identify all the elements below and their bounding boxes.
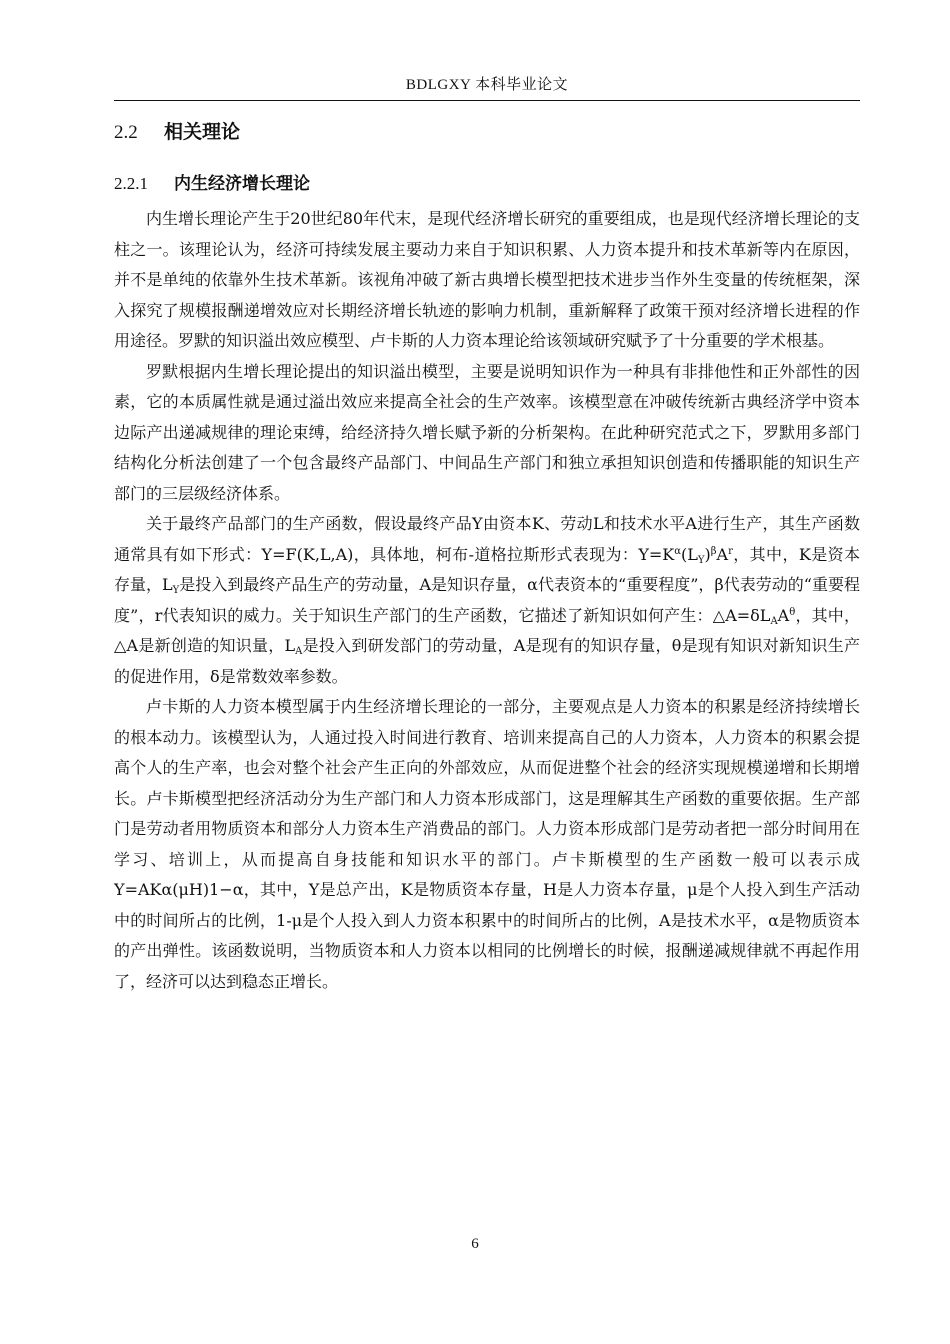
p3-text-1: 关于最终产品部门的生产函数，假设最终产品Y由资本K、劳动L和技术水平A进行生产，其生产函数通常具有如下形式：Y=F(K,L,A)，具体地，柯布-道格拉斯形式表现为：Y=K [114,514,860,564]
p3-text-6: 是投入到最终产品生产的劳动量，A是知识存量，α代表资本的“重要程度”，β代表劳动的“重要程度”，r代表知识的威力。关于知识生产部门的生产函数，它描述了新知识如何产生：△A=δL [114,575,860,625]
page-body [114,112,860,997]
paragraph-2: 罗默根据内生增长理论提出的知识溢出模型，主要是说明知识作为一种具有非排他性和正外部性的因素，它的本质属性就是通过溢出效应来提高全社会的生产效率。该模型意在冲破传统新古典经济学中资本边际产出递减规律的理论束缚，给经济持久增长赋予新的分析架构。在此种研究范式之下，罗默用多部门结构化分析法创建了一个包含最终产品部门、中间品生产部门和独立承担知识创造和传播职能的知识生产部门的三层级经济体系。 [114,361,860,503]
page-number: 6 [471,1236,479,1252]
p3-text-9: 是投入到研发部门的劳动量，A是现有的知识存量，θ是现有知识对新知识生产的促进作用，δ是常数效率参数。 [114,636,860,686]
section-heading [114,112,860,152]
p3-sup-theta: θ [789,606,796,618]
header-rule [114,100,860,101]
p3-text-3: ) [704,544,711,564]
p3-text-4: A [716,544,729,564]
p3-text-7: A [777,605,790,625]
section-title: 相关理论 [164,121,241,143]
p3-sub-y: Y [697,554,705,566]
p3-sup-alpha: α [674,545,682,557]
subsection-heading [114,164,860,204]
subsection-title: 内生经济增长理论 [174,174,310,194]
p3-sub-y-2: Y [172,585,180,596]
paragraph-4: 卢卡斯的人力资本模型属于内生经济增长理论的一部分，主要观点是人力资本的积累是经济持续增长的根本动力。该模型认为，人通过投入时间进行教育、培训来提高自己的人力资本，人力资本的积累会提高个人的生产率，也会对整个社会产生正向的外部效应，从而促进整个社会的经济实现规模递增和长期增长。卢卡斯模型把经济活动分为生产部门和人力资本形成部门，这是理解其生产函数的重要依据。生产部门是劳动者用物质资本和部分人力资本生产消费品的部门。人力资本形成部门是劳动者把一部分时间用在学习、培训上，从而提高自身技能和知识水平的部门。卢卡斯模型的生产函数一般可以表示成Y=AKα(μH)1−α，其中，Y是总产出，K是物质资本存量，H是人力资本存量，μ是个人投入到生产活动中的时间所占的比例，1-μ是个人投入到人力资本积累中的时间所占的比例，A是技术水平，α是物质资本的产出弹性。该函数说明，当物质资本和人力资本以相同的比例增长的时候，报酬递减规律就不再起作用了，经济可以达到稳态正增长。 [114,697,860,991]
p3-text-2: (L [681,544,698,564]
p3-text-5: ，其中，K是资本存量，L [114,544,860,594]
paragraph-1: 内生增长理论产生于20世纪80年代末，是现代经济增长研究的重要组成，也是现代经济增长理论的支柱之一。该理论认为，经济可持续发展主要动力来自于知识积累、人力资本提升和技术革新等内在原因，并不是单纯的依靠外生技术革新。该视角冲破了新古典增长模型把技术进步当作外生变量的传统框架，深入探究了规模报酬递增效应对长期经济增长轨迹的影响力机制，重新解释了政策干预对经济增长进程的作用途径。罗默的知识溢出效应模型、卢卡斯的人力资本理论给该领域研究赋予了十分重要的学术根基。 [114,209,860,350]
p3-sub-a: A [770,615,778,627]
p3-sub-a-2: A [295,646,303,657]
paragraph-3 [114,509,860,692]
p3-text-8: ，其中，△A是新创造的知识量，L [114,605,860,655]
p3-sup-r: r [728,545,733,557]
running-header: BDLGXY 本科毕业论文 [405,77,569,93]
p3-sup-beta: β [710,545,717,557]
section-number: 2.2 [114,122,138,143]
subsection-number: 2.2.1 [114,174,148,193]
